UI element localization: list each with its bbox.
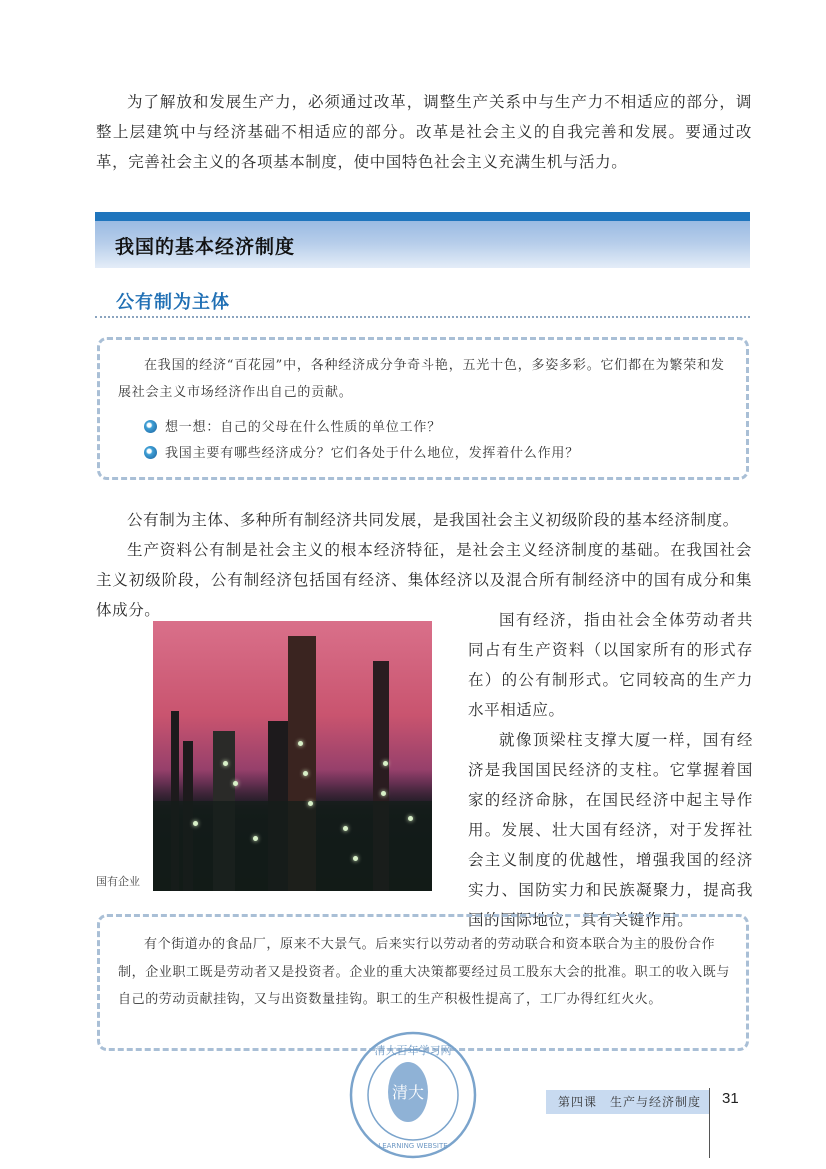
question-item (144, 416, 441, 435)
photo-element (383, 761, 388, 766)
page-number: 31 (722, 1090, 739, 1107)
photo-element (303, 771, 308, 776)
dotted-divider (95, 316, 750, 318)
paragraph: 公有制为主体、多种所有制经济共同发展，是我国社会主义初级阶段的基本经济制度。 (127, 511, 739, 529)
photo-element (233, 781, 238, 786)
photo-element (381, 791, 386, 796)
photo-caption: 国有企业 (96, 875, 140, 888)
photo-element (343, 826, 348, 831)
photo-element (153, 801, 432, 891)
question-text: 我国主要有哪些经济成分？它们各处于什么地位，发挥着什么作用？ (165, 446, 580, 461)
lesson-label: 第四课 生产与经济制度 (546, 1090, 710, 1114)
paragraph: 就像顶梁柱支撑大厦一样，国有经济是我国国民经济的支柱。它掌握着国家的经济命脉，在国民经济中起主导作用。发展、壮大国有经济，对于发挥社会主义制度的优越性，增强我国的经济实力、国防实力和民族凝聚力，提高我国的国际地位，具有关键作用。 (468, 731, 753, 929)
bullet-icon (144, 420, 157, 433)
paragraph: 生产资料公有制是社会主义的根本经济特征，是社会主义经济制度的基础。在我国社会主义初级阶段，公有制经济包括国有经济、集体经济以及混合所有制经济中的国有成分和集体成分。 (96, 541, 752, 619)
section-header-bar (95, 212, 750, 221)
photo-element (253, 836, 258, 841)
svg-text:清大: 清大 (391, 1083, 425, 1102)
section-title: 我国的基本经济制度 (115, 236, 296, 258)
paragraph: 国有经济，指由社会全体劳动者共同占有生产资料（以国家所有的形式存在）的公有制形式。它同较高的生产力水平相适应。 (468, 611, 753, 719)
photo-element (308, 801, 313, 806)
bullet-icon (144, 446, 157, 459)
side-text (468, 605, 753, 935)
photo-element (298, 741, 303, 746)
intro-paragraph: 为了解放和发展生产力，必须通过改革，调整生产关系中与生产力不相适应的部分，调整上层建筑中与经济基础不相适应的部分。改革是社会主义的自我完善和发展。要通过改革，完善社会主义的各项基本制度，使中国特色社会主义充满生机与活力。 (96, 93, 752, 171)
question-item (144, 442, 579, 461)
photo-element (408, 816, 413, 821)
case-text: 有个街道办的食品厂，原来不大景气。后来实行以劳动者的劳动联合和资本联合为主的股份合作制，企业职工既是劳动者又是投资者。企业的重大决策都要经过员工股东大会的批准。职工的收入既与自己的劳动贡献挂钩，又与出资数量挂钩。职工的生产积极性提高了，工厂办得红红火火。 (118, 937, 731, 1007)
discussion-box (97, 337, 749, 480)
watermark-seal-icon (348, 1030, 478, 1160)
refinery-photo (153, 621, 432, 891)
photo-element (223, 761, 228, 766)
question-text: 想一想：自己的父母在什么性质的单位工作？ (165, 420, 442, 435)
photo-element (353, 856, 358, 861)
subheading: 公有制为主体 (116, 292, 230, 313)
section-header (95, 212, 750, 268)
photo-element (193, 821, 198, 826)
footer-divider (709, 1088, 710, 1158)
svg-text:清大百年学习网: 清大百年学习网 (374, 1044, 452, 1057)
svg-text:LEARNING WEBSITE: LEARNING WEBSITE (378, 1142, 448, 1150)
discussion-text: 在我国的经济“百花园”中，各种经济成分争奇斗艳，五光十色，多姿多彩。它们都在为繁荣和发展社会主义市场经济作出自己的贡献。 (118, 358, 725, 400)
